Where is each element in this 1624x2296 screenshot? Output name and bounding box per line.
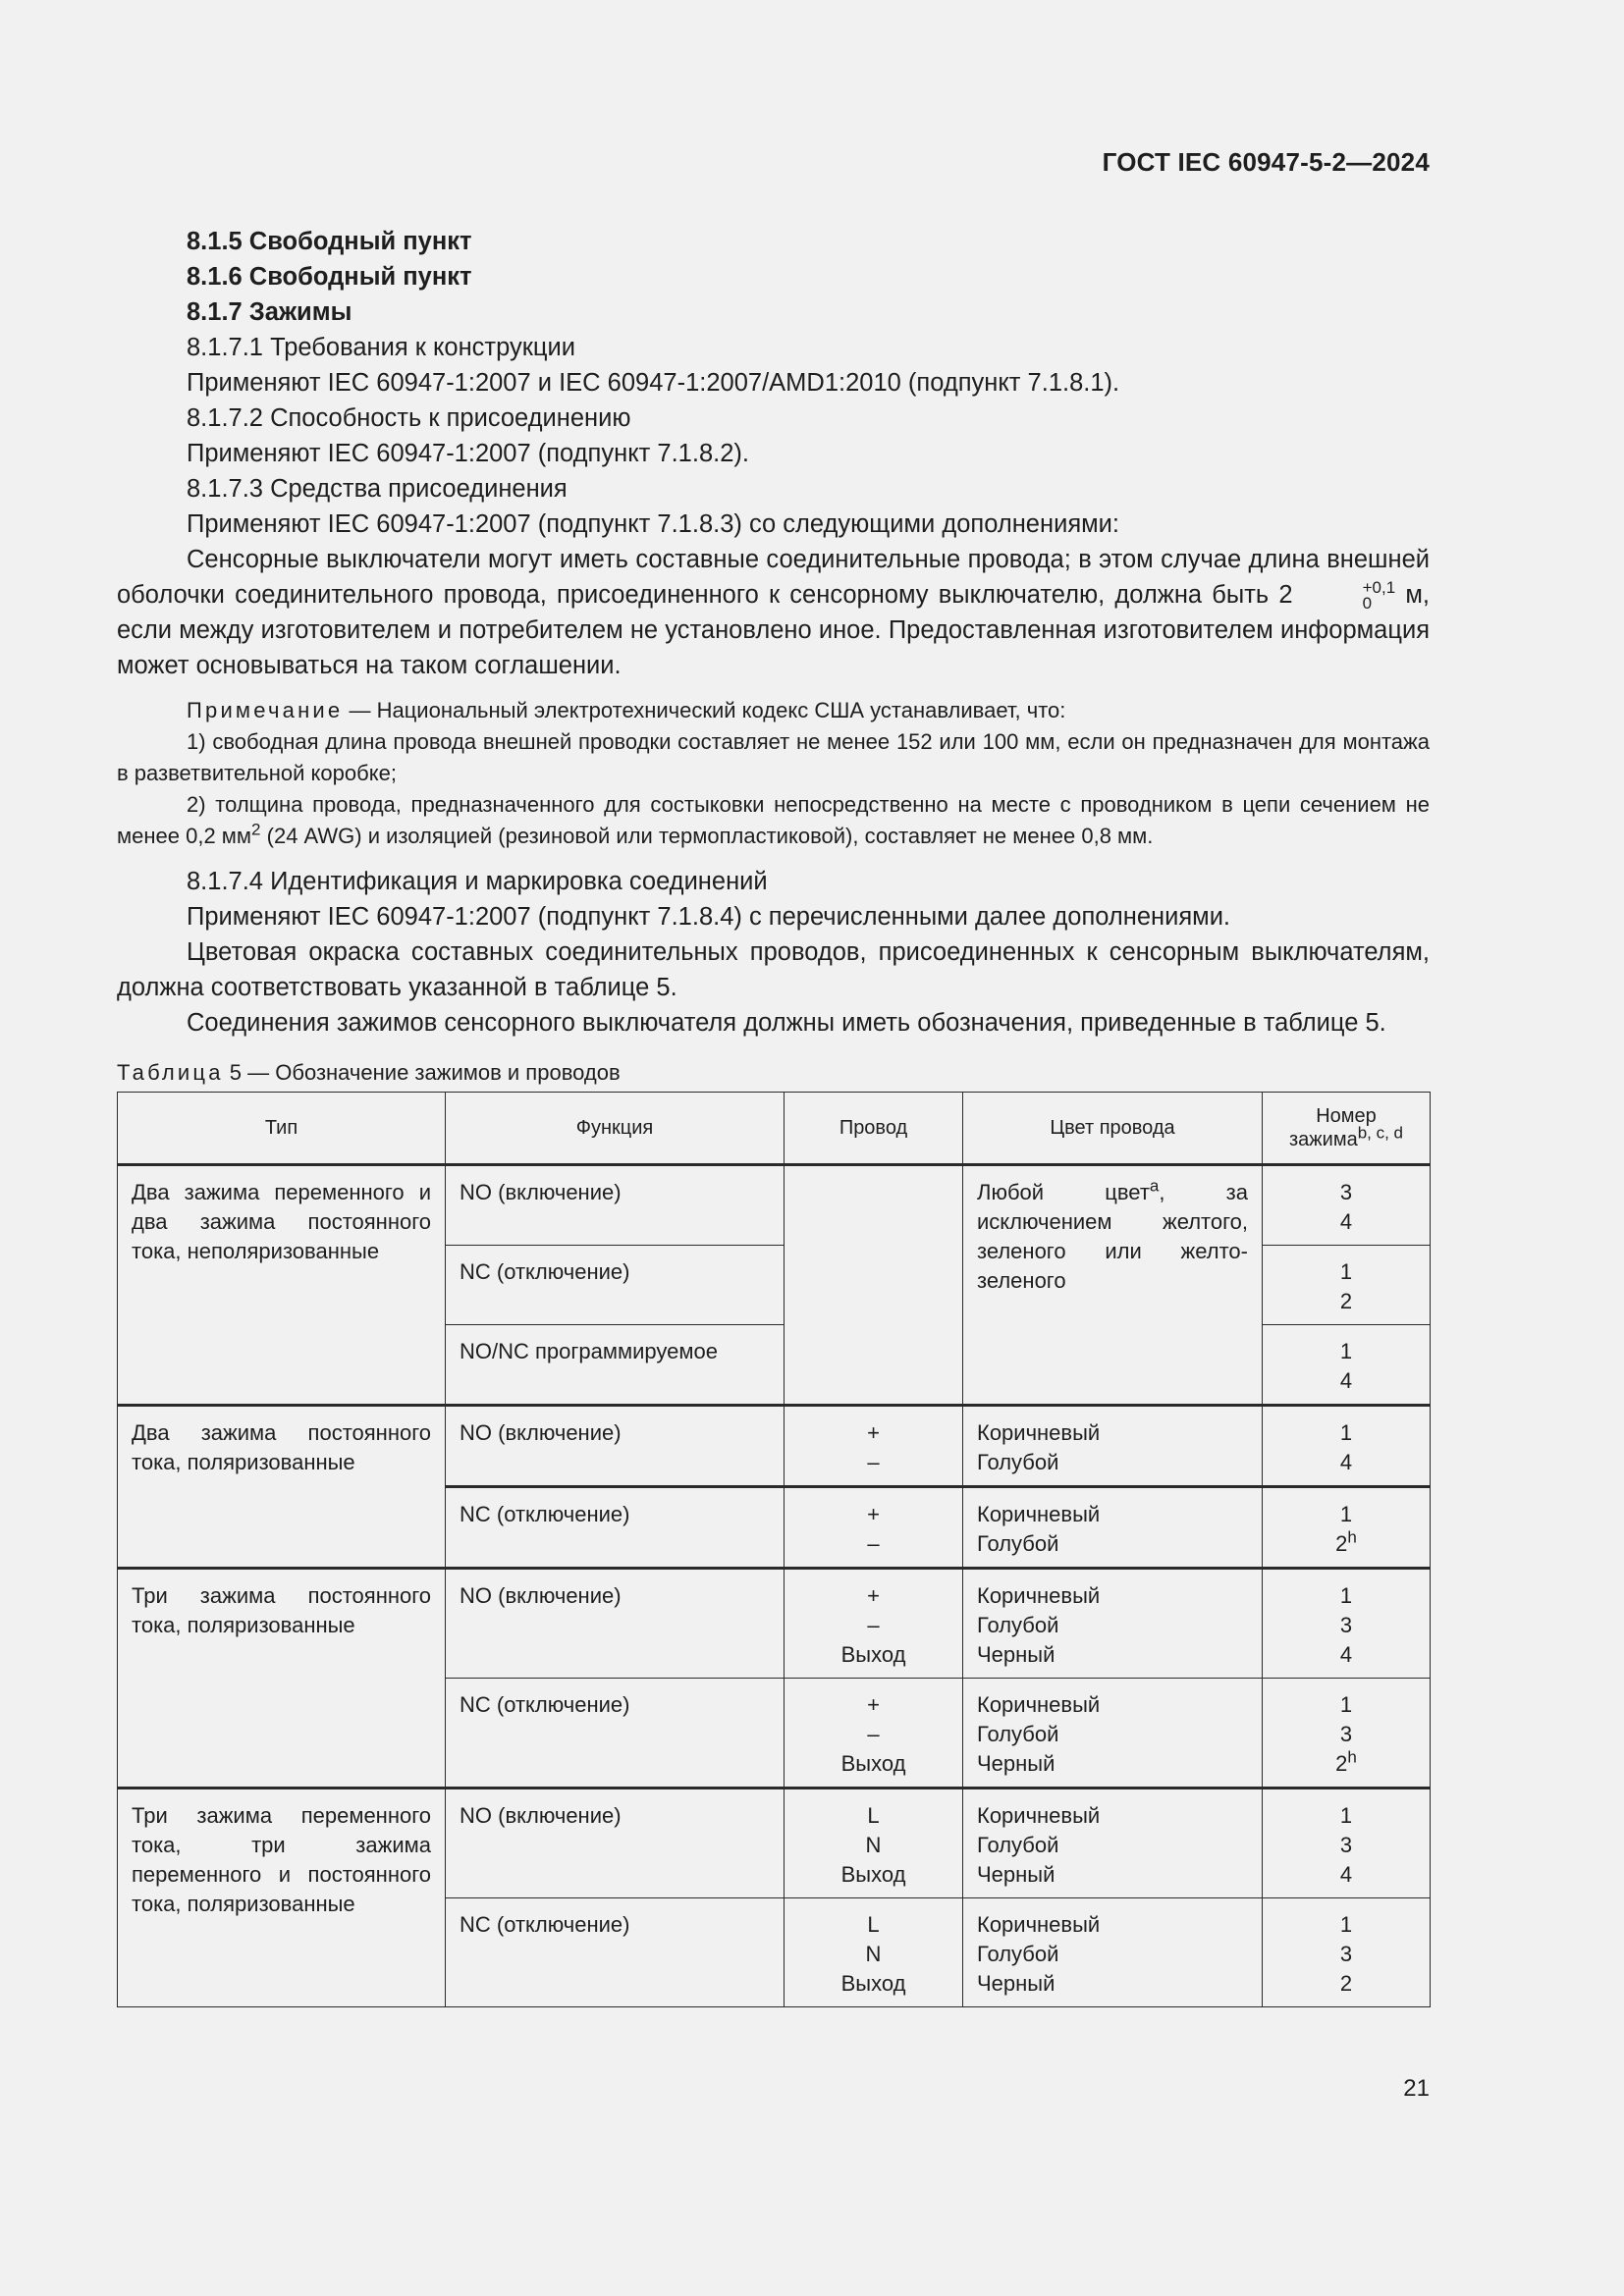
num (1276, 1749, 1416, 1779)
num: 1 (1339, 1583, 1353, 1608)
cell-wire-color (963, 1406, 1263, 1487)
heading-8-1-6: 8.1.6 Свободный пункт (187, 263, 472, 291)
cell-terminal-number (1263, 1246, 1431, 1325)
header-function: Функция (446, 1093, 785, 1165)
color: Голубой (977, 1833, 1059, 1857)
cell-function: NO (включение) (446, 1569, 785, 1679)
num: 1 (1339, 1502, 1353, 1526)
color: Голубой (977, 1942, 1059, 1966)
cell-wire (785, 1406, 963, 1487)
cell-wire (785, 1679, 963, 1789)
cell-terminal-number (1263, 1325, 1431, 1406)
header-type: Тип (118, 1093, 446, 1165)
wire: – (867, 1722, 880, 1746)
table-header-row (118, 1093, 1431, 1165)
subheading-8-1-7-3: 8.1.7.3 Средства присоединения (187, 475, 568, 503)
cell-wire-color (963, 1487, 1263, 1569)
note-item-2-text-a: 2) толщина провода, предназначенного для состыковки непосредственно на месте с проводником в цепи сечением не менее 0,2 мм (117, 792, 1430, 848)
color: Голубой (977, 1722, 1059, 1746)
num: 3 (1339, 1722, 1353, 1746)
table-row (118, 1789, 1431, 1898)
cell-type: Два зажима переменного и два зажима постоянного тока, неполяризованные (118, 1165, 446, 1406)
standard-number: ГОСТ IEC 60947-5-2—2024 (1102, 147, 1430, 177)
table-row (118, 1569, 1431, 1679)
cell-wire (785, 1898, 963, 2007)
num: 1 (1339, 1259, 1353, 1284)
note-block (117, 695, 1430, 852)
header-wire-color: Цвет провода (963, 1093, 1263, 1165)
cell-wire-color (963, 1898, 1263, 2007)
cell-type: Три зажима переменного тока, три зажима переменного и постоянного тока, поляризованные (118, 1789, 446, 2007)
num: 1 (1339, 1803, 1353, 1828)
page-number: 21 (1403, 2075, 1430, 2102)
cell-function: NO (включение) (446, 1406, 785, 1487)
num-footnote: h (1347, 1527, 1357, 1547)
num: 4 (1339, 1368, 1353, 1393)
wire: – (867, 1450, 880, 1474)
paragraph-wire-length (117, 542, 1430, 683)
cell-function: NC (отключение) (446, 1246, 785, 1325)
num: 4 (1339, 1209, 1353, 1234)
cell-wire-color (963, 1789, 1263, 1898)
note-item-2-text-b: (24 AWG) и изоляцией (резиновой или термопластиковой), составляет не менее 0,8 мм. (260, 824, 1154, 848)
header-wire: Провод (785, 1093, 963, 1165)
subheading-8-1-7-4: 8.1.7.4 Идентификация и маркировка соединений (187, 868, 768, 895)
color: Коричневый (977, 1912, 1101, 1937)
num: 3 (1339, 1942, 1353, 1966)
color-footnote: a (1149, 1176, 1160, 1196)
color: Коричневый (977, 1420, 1101, 1445)
num: 1 (1339, 1339, 1353, 1363)
num: 4 (1339, 1642, 1353, 1667)
wire-length-value (1278, 578, 1396, 613)
cell-wire-color (963, 1569, 1263, 1679)
note-label: Примечание (187, 698, 344, 722)
cell-wire-color (963, 1165, 1263, 1406)
cell-terminal-number (1263, 1898, 1431, 2007)
length-base: 2 (1278, 581, 1293, 609)
color: Коричневый (977, 1583, 1101, 1608)
color: Коричневый (977, 1502, 1101, 1526)
paragraph-8-1-7-2: Применяют IEC 60947-1:2007 (подпункт 7.1.8.2). (187, 440, 749, 467)
note-item-2 (117, 789, 1430, 852)
header-num-sup: b, c, d (1357, 1123, 1404, 1143)
subheading-8-1-7-1: 8.1.7.1 Требования к конструкции (187, 334, 576, 361)
wire: L (867, 1803, 880, 1828)
note-intro-line (117, 695, 1430, 726)
table-caption (117, 1054, 1430, 1092)
num: 1 (1339, 1420, 1353, 1445)
wire: N (865, 1942, 882, 1966)
wire: – (867, 1613, 880, 1637)
cell-function: NO (включение) (446, 1789, 785, 1898)
cell-wire-color (963, 1679, 1263, 1789)
num-footnote: h (1347, 1747, 1357, 1767)
cell-function: NC (отключение) (446, 1487, 785, 1569)
heading-8-1-7: 8.1.7 Зажимы (187, 298, 352, 326)
num: 3 (1339, 1613, 1353, 1637)
cell-terminal-number (1263, 1406, 1431, 1487)
header-num-line2: зажима (1288, 1129, 1358, 1150)
color: Черный (977, 1862, 1056, 1887)
num (1276, 1529, 1416, 1559)
color-any: Любой цвет (977, 1180, 1150, 1204)
subheading-8-1-7-2: 8.1.7.2 Способность к присоединению (187, 404, 631, 432)
header-num-line1: Номер (1316, 1105, 1377, 1127)
color: Черный (977, 1751, 1056, 1776)
length-tolerance (1293, 580, 1396, 612)
num-value: 2 (1335, 1531, 1348, 1556)
wire: Выход (840, 1862, 906, 1887)
paragraph-color: Цветовая окраска составных соединительных проводов, присоединенных к сенсорным выключателям, должна соответствовать указанной в таблице 5. (117, 938, 1430, 1001)
wire: Выход (840, 1751, 906, 1776)
paragraph-8-1-7-4: Применяют IEC 60947-1:2007 (подпункт 7.1.8.4) с перечисленными далее дополнениями. (187, 903, 1231, 931)
wire-length-text-b: м, если между изготовителем и потребителем не установлено иное. Предоставленная изготовителем информация может основываться на таком соглашении. (117, 581, 1430, 679)
document-body (117, 224, 1430, 2007)
num: 2 (1339, 1971, 1353, 1996)
cell-function: NO/NC программируемое (446, 1325, 785, 1406)
tolerance-lower: 0 (1362, 594, 1373, 613)
wire: – (867, 1531, 880, 1556)
cell-terminal-number (1263, 1569, 1431, 1679)
num: 3 (1339, 1833, 1353, 1857)
note-item-2-sup: 2 (251, 820, 261, 839)
paragraph-8-1-7-3: Применяют IEC 60947-1:2007 (подпункт 7.1.8.3) со следующими дополнениями: (187, 510, 1119, 538)
cell-terminal-number (1263, 1679, 1431, 1789)
num-value: 2 (1335, 1751, 1348, 1776)
table-row (118, 1165, 1431, 1246)
cell-terminal-number (1263, 1487, 1431, 1569)
note-item-1: 1) свободная длина провода внешней проводки составляет не менее 152 или 100 мм, если он предназначен для монтажа в разветвительной коробке; (117, 729, 1430, 785)
wire: Выход (840, 1642, 906, 1667)
cell-type: Два зажима постоянного тока, поляризованные (118, 1406, 446, 1569)
note-intro: — Национальный электротехнический кодекс США устанавливает, что: (349, 698, 1066, 722)
heading-8-1-5: 8.1.5 Свободный пункт (187, 228, 472, 255)
wire: + (867, 1420, 880, 1445)
cell-terminal-number (1263, 1789, 1431, 1898)
wire: + (867, 1502, 880, 1526)
wire-length-text-a: Сенсорные выключатели могут иметь составные соединительные провода; в этом случае длина внешней оболочки соединительного провода, присоединенного к сенсорному выключателю, должна быть (117, 546, 1430, 609)
table-row (118, 1406, 1431, 1487)
table-caption-text: 5 — Обозначение зажимов и проводов (223, 1060, 621, 1085)
tolerance-upper: +0,1 (1362, 578, 1396, 597)
num: 4 (1339, 1450, 1353, 1474)
paragraph-8-1-7-1: Применяют IEC 60947-1:2007 и IEC 60947-1:2007/AMD1:2010 (подпункт 7.1.8.1). (187, 369, 1120, 397)
wire: N (865, 1833, 882, 1857)
cell-function: NO (включение) (446, 1165, 785, 1246)
terminal-table (117, 1092, 1431, 2007)
color-exception: , за исключением желтого, зеленого или желто-зеленого (977, 1180, 1248, 1293)
color: Черный (977, 1642, 1056, 1667)
num: 2 (1339, 1289, 1353, 1313)
cell-function: NC (отключение) (446, 1898, 785, 2007)
wire: L (867, 1912, 880, 1937)
cell-wire (785, 1487, 963, 1569)
color: Голубой (977, 1450, 1059, 1474)
cell-wire (785, 1789, 963, 1898)
color: Голубой (977, 1613, 1059, 1637)
color: Коричневый (977, 1803, 1101, 1828)
num: 1 (1339, 1692, 1353, 1717)
header-terminal-number (1263, 1093, 1431, 1165)
table-caption-label: Таблица (117, 1060, 224, 1085)
paragraph-designation: Соединения зажимов сенсорного выключателя должны иметь обозначения, приведенные в таблице 5. (187, 1009, 1386, 1037)
cell-wire (785, 1165, 963, 1406)
cell-wire (785, 1569, 963, 1679)
cell-terminal-number (1263, 1165, 1431, 1246)
color: Черный (977, 1971, 1056, 1996)
wire: Выход (840, 1971, 906, 1996)
num: 4 (1339, 1862, 1353, 1887)
wire: + (867, 1583, 880, 1608)
cell-function: NC (отключение) (446, 1679, 785, 1789)
color: Голубой (977, 1531, 1059, 1556)
num: 1 (1339, 1912, 1353, 1937)
num: 3 (1339, 1180, 1353, 1204)
wire: + (867, 1692, 880, 1717)
cell-type: Три зажима постоянного тока, поляризованные (118, 1569, 446, 1789)
color: Коричневый (977, 1692, 1101, 1717)
